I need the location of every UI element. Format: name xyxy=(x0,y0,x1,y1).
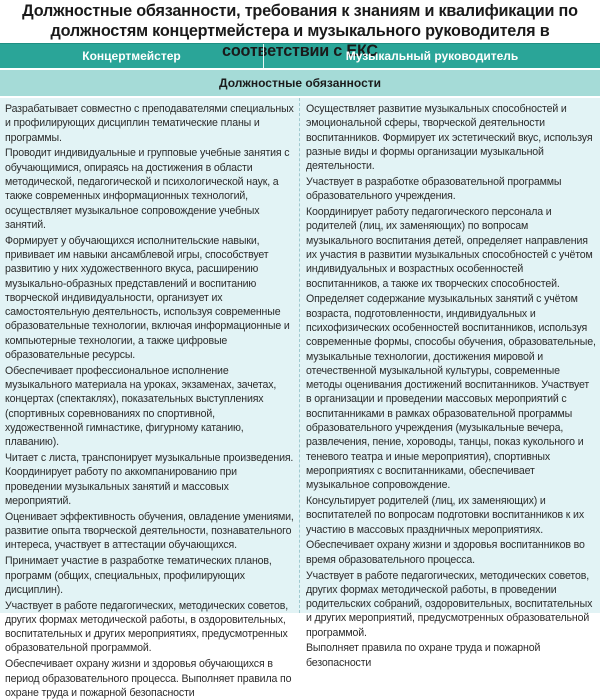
duty-item: Разрабатывает совместно с преподавателями специальных и профилирующих дисциплин тематические планы и программы. xyxy=(5,103,294,144)
duty-item: Читает с листа, транспонирует музыкальные произведения. Координирует работу по аккомпанированию при проведении музыкальных занятий и массовых мероприятий. xyxy=(5,452,294,508)
duty-item: Обеспечивает профессиональное исполнение музыкального материала на уроках, экзаменах, зачетах, концертах (спектаклях), показательных выступлениях (спортивных соревнованиях по спортивной, художественной гимнастике, фигурному катанию, плаванию). xyxy=(5,364,277,449)
duties-table xyxy=(0,43,600,699)
accompanist-duties-cell xyxy=(0,98,300,699)
duty-item: Формирует у обучающихся исполнительские навыки, прививает им навыки ансамблевой игры, способствует развитию у них художественного вкуса, расширению музыкально-образных представлений и воспитанию творческой индивидуальности, организует их самостоятельную деятельность, используя современные образовательные технологии, включая информационные и компьютерные технологии, а также цифровые образовательные ресурсы. xyxy=(5,234,290,362)
duty-item: Проводит индивидуальные и групповые учебные занятия с обучающимися, опираясь на достижения в области методической, педагогической и психологической наук, а также современных информационных технологий, осуществляет музыкальное сопровождение учебных занятий. xyxy=(5,147,290,231)
duty-item: Принимает участие в разработке тематических планов, программ (общих, специальных, профилирующих дисциплин). xyxy=(5,555,272,596)
duty-item: Осуществляет развитие музыкальных способностей и эмоциональной сферы, творческой деятельности воспитанников. Формирует их эстетический вкус, используя разные виды и формы организации музыкальной деятельности. xyxy=(306,103,593,173)
duty-item: Определяет содержание музыкальных занятий с учётом возраста, подготовленности, индивидуальных и психофизических особенностей воспитанников, используя современные формы, способы обучения, образовательные, музыкальные технологии, достижения мировой и отечественной музыкальной культуры, современные методы оценивания достижений воспитанников. Участвует в организации и проведении массовых мероприятий с воспитанниками в рамках образовательной программы образовательного учреждения (музыкальные вечера, развлечения, пение, хороводы, танцы, показ кукольного и теневого театра и иные мероприятия), спортивных мероприятиях с воспитанниками, обеспечивает музыкальное сопровождение. xyxy=(306,293,596,492)
duty-item: Обеспечивает охрану жизни и здоровья воспитанников во время образовательного процесса. xyxy=(306,539,585,566)
table-header-row xyxy=(0,43,600,68)
column-header-accompanist: Концертмейстер xyxy=(0,44,264,68)
duty-item: Участвует в разработке образовательной программы образовательного учреждения. xyxy=(306,175,562,203)
duty-item: Выполняет правила по охране труда и пожарной безопасности xyxy=(306,642,541,669)
duty-item: Обеспечивает охрану жизни и здоровья обучающихся в период образовательного процесса. Выполняет правила по охране труда и пожарной безопасности xyxy=(5,658,292,699)
duty-item: Координирует работу педагогического персонала и родителей (лиц, их заменяющих) по вопросам музыкального воспитания детей, определяет направления их участия в развитии музыкальных способностей с учётом индивидуальных и возрастных особенностей воспитанников, а также их творческих способностей. xyxy=(306,206,593,290)
duty-item: Оценивает эффективность обучения, овладение умениями, развитие опыта творческой деятельности, познавательного интереса, участвует в аттестации обучающихся. xyxy=(5,510,294,552)
page-title: Должностные обязанности, требования к знаниям и квалификации по должностям концертмейстера и музыкального руководителя в соответствии с ЕКС xyxy=(22,2,578,60)
duty-item: Участвует в работе педагогических, методических советов, других формах методической работы, в оздоровительных, воспитательных и других мероприятиях, предусмотренных образовательной программой. xyxy=(5,599,289,655)
duty-item: Участвует в работе педагогических, методических советов, других формах методической работы, в проведении родительских собраний, оздоровительных, воспитательных и других мероприятий, предусмотренных образовательной программой. xyxy=(306,569,593,639)
duty-item: Консультирует родителей (лиц, их заменяющих) и воспитателей по вопросам подготовки воспитанников к их участию в массовых праздничных мероприятиях. xyxy=(306,495,584,536)
table-body-row xyxy=(0,98,600,699)
section-header-duties: Должностные обязанности xyxy=(0,68,600,98)
music-director-duties-cell xyxy=(300,98,600,669)
column-header-music-director: Музыкальный руководитель xyxy=(345,49,519,63)
